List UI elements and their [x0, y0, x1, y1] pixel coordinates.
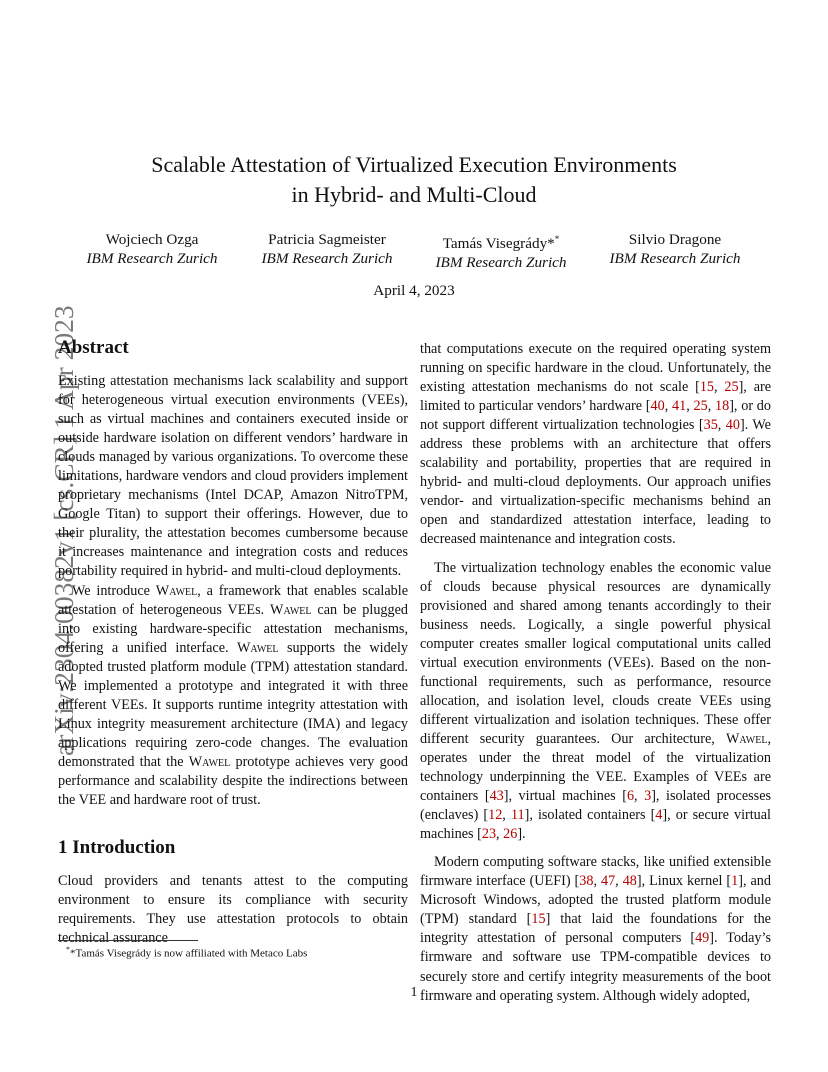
author-footnote-mark: * — [554, 234, 560, 244]
wawel-name: Wawel — [188, 753, 231, 770]
author-affiliation: IBM Research Zurich — [261, 250, 393, 267]
citation-link[interactable]: 25 — [724, 379, 739, 396]
citation-link[interactable]: 4 — [655, 807, 663, 824]
right-paragraph-2: The virtualization technology enables the economic value of clouds because physical resources are dynamically provisioned and shared among tenants accordingly to their business needs. Logically, a single powerful physical computer creates smaller logical computational units called virtual execution environments (VEEs). Based on the non-functional requirements, such as performance, resource allocation, and isolation level, clouds create VEEs using different virtualization and isolation techniques. These offer different security guarantees. Our architecture, Wawel, operates under the threat model of the virtualization technology underpinning the VEE. Examples of VEEs are containers [43], virtual machines [6, 3], isolated processes (enclaves) [12, 11], isolated containers [4], or secure virtual machines [23, 26]. — [420, 559, 772, 843]
intro-paragraph-1: Cloud providers and tenants attest to the computing environment to ensure its compliance with security requirements. They use attestation protocols to obtain technical assurance — [58, 873, 408, 947]
section-1-heading: 1 Introduction — [58, 837, 176, 859]
author-affiliation: IBM Research Zurich — [86, 250, 218, 267]
author-name: Tamás Visegrády* — [442, 235, 555, 253]
wawel-name: Wawel — [270, 601, 312, 618]
citation-link[interactable]: 1 — [731, 873, 739, 890]
footnote — [66, 945, 307, 960]
citation-link[interactable]: 47 — [600, 873, 616, 890]
author-affiliation: IBM Research Zurich — [609, 250, 741, 267]
author-2 — [242, 230, 412, 268]
citation-link[interactable]: 43 — [489, 788, 504, 805]
author-name-line — [416, 230, 586, 253]
author-affiliation: IBM Research Zurich — [435, 254, 567, 272]
author-1 — [67, 230, 237, 268]
citation-link[interactable]: 49 — [695, 930, 710, 947]
footnote-mark: * — [66, 945, 70, 954]
abstract-paragraph-2: We introduce Wawel, a framework that enables scalable attestation of heterogeneous VEEs. Wawel can be plugged into existing hardware-specific attestation mechanisms, offering a unified interface. Wawel supports the widely adopted trusted platform module (TPM) attestation standard. We implemented a prototype and integrated it with three different VEEs. It supports runtime integrity attestation with Linux integrity measurement architecture (IMA) and legacy applications requiring zero-code changes. The evaluation demonstrated that the Wawel prototype achieves very good performance and scalability despite the indirections between the VEE and hardware root of trust. — [58, 582, 408, 809]
author-3 — [416, 230, 586, 272]
citation-link[interactable]: 15 — [531, 911, 546, 928]
citation-link[interactable]: 48 — [622, 873, 637, 890]
right-paragraph-3: Modern computing software stacks, like unified extensible firmware interface (UEFI) [38, 47, 48], Linux kernel [1], and Microsoft Windows, adopted the trusted platform module (TPM) standard [15] that laid the foundations for the integrity attestation of personal computers [49]. Today’s firmware and software use TPM-compatible devices to securely store and certify integrity measurements of the boot firmware and operating system. Although widely adopted, — [420, 854, 771, 1004]
citation-link[interactable]: 41 — [672, 398, 687, 415]
citation-link[interactable]: 23 — [481, 826, 497, 843]
citation-link[interactable]: 12 — [488, 807, 503, 824]
citation-link[interactable]: 38 — [579, 873, 594, 890]
citation-link[interactable]: 11 — [510, 807, 525, 824]
title-line-2: in Hybrid- and Multi-Cloud — [291, 182, 537, 207]
arxiv-stamp-text: arXiv:2304.00382v1 [cs.CR] 1 Apr 2023 — [48, 305, 79, 756]
citation-link[interactable]: 40 — [650, 398, 665, 415]
citation-link[interactable]: 6 — [626, 788, 635, 805]
citation-link[interactable]: 40 — [725, 417, 740, 434]
citation-link[interactable]: 26 — [503, 826, 518, 843]
citation-link[interactable]: 15 — [699, 379, 714, 396]
author-name: Wojciech Ozga — [105, 231, 199, 248]
wawel-name: Wawel — [725, 730, 768, 747]
author-name: Silvio Dragone — [628, 231, 722, 248]
left-column — [58, 336, 408, 948]
wawel-name: Wawel — [237, 639, 279, 656]
right-column — [420, 340, 771, 1006]
citation-link[interactable]: 18 — [715, 398, 730, 415]
author-4 — [590, 230, 760, 268]
citation-link[interactable]: 35 — [703, 417, 718, 434]
page-number: 1 — [410, 985, 418, 1000]
paper-title — [0, 150, 828, 210]
right-paragraph-1: that computations execute on the required operating system running on specific hardware in the cloud. Unfortunately, the existing attestation mechanisms do not scale [15, 25], are limited to particular vendors’ hardware [40, 41, 25, 18], or do not support different virtualization technologies [35, 40]. We address these problems with an architecture that offers scalability and portability, properties that are required in hybrid- and multi-cloud deployments. Our approach unifies vendor- and virtualization-specific mechanisms behind an open and standardized attestation interface, leading to decreased maintenance and integration costs. — [420, 341, 772, 548]
footnote-rule — [58, 940, 198, 941]
wawel-name: Wawel — [155, 582, 198, 599]
abstract-paragraph-1: Existing attestation mechanisms lack scalability and support for heterogeneous virtual execution environments (VEEs), such as virtual machines and containers executed inside or outside hardware isolation on different vendors’ hardware in clouds managed by various organizations. To overcome these limitations, hardware vendors and cloud providers implement proprietary mechanisms (Intel DCAP, Amazon NitroTPM, Google Titan) to support their offerings. However, due to their plurality, the attestation becomes cumbersome because it increases maintenance and integration costs and reduces portability required in hybrid- and multi-cloud deployments. — [58, 373, 408, 580]
arxiv-stamp — [14, 290, 79, 760]
footnote-text: *Tamás Visegrády is now affiliated with Metaco Labs — [70, 947, 308, 960]
abstract-heading: Abstract — [58, 337, 129, 358]
title-line-1: Scalable Attestation of Virtualized Execution Environments — [151, 152, 677, 177]
citation-link[interactable]: 25 — [693, 398, 708, 415]
author-name: Patricia Sagmeister — [268, 231, 386, 248]
citation-link[interactable]: 3 — [644, 788, 652, 805]
paper-date: April 4, 2023 — [373, 282, 455, 299]
